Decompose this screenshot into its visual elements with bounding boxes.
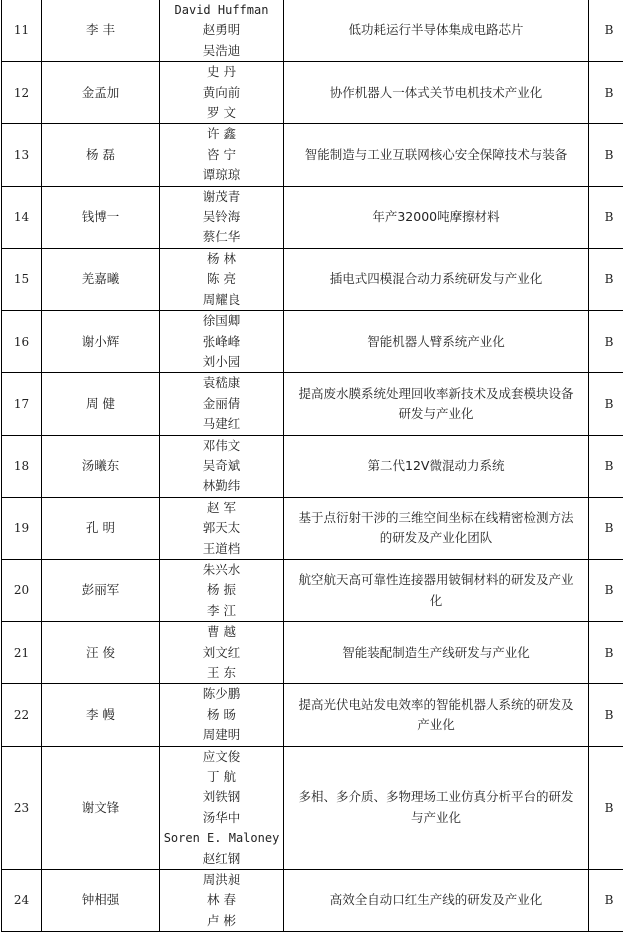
team-leader-name: 羌嘉曦 bbox=[42, 248, 160, 310]
project-title-line: 航空航天高可靠性连接器用铍铜材料的研发及产业 bbox=[288, 570, 584, 590]
award-grade: B bbox=[589, 435, 623, 497]
team-member: 吴铃海 bbox=[160, 207, 283, 227]
team-members-cell bbox=[160, 746, 284, 869]
award-grade: B bbox=[589, 186, 623, 248]
award-grade: B bbox=[589, 870, 623, 932]
team-member: 刘铁钢 bbox=[160, 787, 283, 807]
project-title-line: 第二代12V微混动力系统 bbox=[288, 456, 584, 476]
team-member: 周建明 bbox=[160, 725, 283, 745]
team-member: 袁嵇康 bbox=[160, 373, 283, 393]
award-grade: B bbox=[589, 497, 623, 559]
award-grade: B bbox=[589, 373, 623, 435]
team-member: 杨 林 bbox=[160, 249, 283, 269]
team-leader-name: 钟相强 bbox=[42, 870, 160, 932]
team-leader-name: 谢小辉 bbox=[42, 311, 160, 373]
team-members-cell bbox=[160, 62, 284, 124]
row-number: 23 bbox=[2, 746, 42, 869]
project-title-line: 高效全自动口红生产线的研发及产业化 bbox=[288, 890, 584, 910]
team-leader-name: 汤曦东 bbox=[42, 435, 160, 497]
team-member: 林勤纬 bbox=[160, 476, 283, 496]
team-members-cell bbox=[160, 124, 284, 186]
award-grade: B bbox=[589, 746, 623, 869]
team-member: 谭琼琼 bbox=[160, 165, 283, 185]
project-title-line: 产业化 bbox=[288, 715, 584, 735]
project-title bbox=[284, 62, 589, 124]
project-title-line: 提高废水膜系统处理回收率新技术及成套模块设备 bbox=[288, 384, 584, 404]
team-member: 谢茂青 bbox=[160, 187, 283, 207]
award-grade: B bbox=[589, 0, 623, 62]
project-title-line: 与产业化 bbox=[288, 808, 584, 828]
team-member: David Huffman bbox=[160, 0, 283, 20]
team-member: 金丽倩 bbox=[160, 394, 283, 414]
team-leader-name: 彭丽军 bbox=[42, 559, 160, 621]
team-members-cell bbox=[160, 248, 284, 310]
team-member: 朱兴水 bbox=[160, 560, 283, 580]
team-member: 吴浩迪 bbox=[160, 41, 283, 61]
team-members-cell bbox=[160, 311, 284, 373]
award-grade: B bbox=[589, 124, 623, 186]
table-row bbox=[2, 684, 623, 746]
team-leader-name: 周 健 bbox=[42, 373, 160, 435]
team-member: 张峰峰 bbox=[160, 332, 283, 352]
row-number: 16 bbox=[2, 311, 42, 373]
team-member: 应文俊 bbox=[160, 747, 283, 767]
team-member: 李 江 bbox=[160, 601, 283, 621]
team-member: 吴奇斌 bbox=[160, 456, 283, 476]
table-row bbox=[2, 622, 623, 684]
table-body bbox=[2, 0, 623, 932]
team-member: 赵红钢 bbox=[160, 849, 283, 869]
project-title bbox=[284, 870, 589, 932]
team-member: 郭天太 bbox=[160, 518, 283, 538]
table-row bbox=[2, 497, 623, 559]
team-members-cell bbox=[160, 186, 284, 248]
team-member: 赵 军 bbox=[160, 498, 283, 518]
table-row bbox=[2, 0, 623, 62]
team-members-cell bbox=[160, 622, 284, 684]
team-member: 丁 航 bbox=[160, 767, 283, 787]
team-member: 咨 宁 bbox=[160, 145, 283, 165]
table-row bbox=[2, 62, 623, 124]
project-title-line: 智能机器人臂系统产业化 bbox=[288, 332, 584, 352]
row-number: 22 bbox=[2, 684, 42, 746]
project-title bbox=[284, 497, 589, 559]
team-member: Soren E. Maloney bbox=[160, 828, 283, 848]
table-row bbox=[2, 746, 623, 869]
row-number: 21 bbox=[2, 622, 42, 684]
award-grade: B bbox=[589, 62, 623, 124]
team-members-cell bbox=[160, 684, 284, 746]
project-title bbox=[284, 684, 589, 746]
project-title bbox=[284, 186, 589, 248]
project-title-line: 研发与产业化 bbox=[288, 404, 584, 424]
row-number: 18 bbox=[2, 435, 42, 497]
row-number: 14 bbox=[2, 186, 42, 248]
team-leader-name: 孔 明 bbox=[42, 497, 160, 559]
team-member: 刘文红 bbox=[160, 643, 283, 663]
team-leader-name: 汪 俊 bbox=[42, 622, 160, 684]
project-title bbox=[284, 746, 589, 869]
row-number: 11 bbox=[2, 0, 42, 62]
table-row bbox=[2, 124, 623, 186]
row-number: 20 bbox=[2, 559, 42, 621]
team-member: 陈 亮 bbox=[160, 269, 283, 289]
team-leader-name: 李 丰 bbox=[42, 0, 160, 62]
row-number: 19 bbox=[2, 497, 42, 559]
team-member: 许 鑫 bbox=[160, 124, 283, 144]
row-number: 17 bbox=[2, 373, 42, 435]
team-member: 史 丹 bbox=[160, 62, 283, 82]
project-title bbox=[284, 622, 589, 684]
team-member: 邓伟文 bbox=[160, 436, 283, 456]
award-grade: B bbox=[589, 311, 623, 373]
team-member: 黄向前 bbox=[160, 83, 283, 103]
team-members-cell bbox=[160, 559, 284, 621]
row-number: 15 bbox=[2, 248, 42, 310]
project-title-line: 化 bbox=[288, 591, 584, 611]
team-member: 曹 越 bbox=[160, 622, 283, 642]
team-leader-name: 杨 磊 bbox=[42, 124, 160, 186]
team-members-cell bbox=[160, 435, 284, 497]
table-row bbox=[2, 248, 623, 310]
table-row bbox=[2, 435, 623, 497]
table-row bbox=[2, 559, 623, 621]
team-leader-name: 李 幔 bbox=[42, 684, 160, 746]
award-grade: B bbox=[589, 248, 623, 310]
team-member: 蔡仁华 bbox=[160, 227, 283, 247]
project-title bbox=[284, 248, 589, 310]
team-leader-name: 谢文锋 bbox=[42, 746, 160, 869]
project-title-line: 插电式四模混合动力系统研发与产业化 bbox=[288, 269, 584, 289]
team-member: 徐国卿 bbox=[160, 311, 283, 331]
row-number: 24 bbox=[2, 870, 42, 932]
project-title-line: 多相、多介质、多物理场工业仿真分析平台的研发 bbox=[288, 787, 584, 807]
row-number: 13 bbox=[2, 124, 42, 186]
row-number: 12 bbox=[2, 62, 42, 124]
project-title-line: 提高光伏电站发电效率的智能机器人系统的研发及 bbox=[288, 695, 584, 715]
team-member: 罗 文 bbox=[160, 103, 283, 123]
team-members-cell bbox=[160, 373, 284, 435]
project-title-line: 智能制造与工业互联网核心安全保障技术与装备 bbox=[288, 145, 584, 165]
project-title-line: 的研发及产业化团队 bbox=[288, 528, 584, 548]
project-title bbox=[284, 435, 589, 497]
award-grade: B bbox=[589, 559, 623, 621]
award-grade: B bbox=[589, 622, 623, 684]
award-list-table bbox=[1, 0, 623, 932]
table-row bbox=[2, 311, 623, 373]
project-title bbox=[284, 124, 589, 186]
project-title bbox=[284, 0, 589, 62]
team-member: 周洪昶 bbox=[160, 870, 283, 890]
team-member: 周耀良 bbox=[160, 290, 283, 310]
team-members-cell bbox=[160, 0, 284, 62]
team-member: 赵勇明 bbox=[160, 20, 283, 40]
project-title-line: 协作机器人一体式关节电机技术产业化 bbox=[288, 83, 584, 103]
team-member: 杨 振 bbox=[160, 580, 283, 600]
team-leader-name: 钱博一 bbox=[42, 186, 160, 248]
award-grade: B bbox=[589, 684, 623, 746]
project-title bbox=[284, 311, 589, 373]
project-title bbox=[284, 373, 589, 435]
table-row bbox=[2, 373, 623, 435]
team-member: 刘小园 bbox=[160, 352, 283, 372]
team-members-cell bbox=[160, 870, 284, 932]
project-title-line: 基于点衍射干涉的三维空间坐标在线精密检测方法 bbox=[288, 508, 584, 528]
project-title bbox=[284, 559, 589, 621]
team-members-cell bbox=[160, 497, 284, 559]
team-member: 杨 旸 bbox=[160, 705, 283, 725]
project-title-line: 智能装配制造生产线研发与产业化 bbox=[288, 643, 584, 663]
team-member: 陈少鹏 bbox=[160, 684, 283, 704]
project-title-line: 低功耗运行半导体集成电路芯片 bbox=[288, 20, 584, 40]
team-member: 马建红 bbox=[160, 414, 283, 434]
team-member: 林 春 bbox=[160, 890, 283, 910]
team-leader-name: 金孟加 bbox=[42, 62, 160, 124]
project-title-line: 年产32000吨摩擦材料 bbox=[288, 207, 584, 227]
team-member: 卢 彬 bbox=[160, 911, 283, 931]
team-member: 王道档 bbox=[160, 539, 283, 559]
team-member: 汤华中 bbox=[160, 808, 283, 828]
table-row bbox=[2, 186, 623, 248]
table-row bbox=[2, 870, 623, 932]
team-member: 王 东 bbox=[160, 663, 283, 683]
